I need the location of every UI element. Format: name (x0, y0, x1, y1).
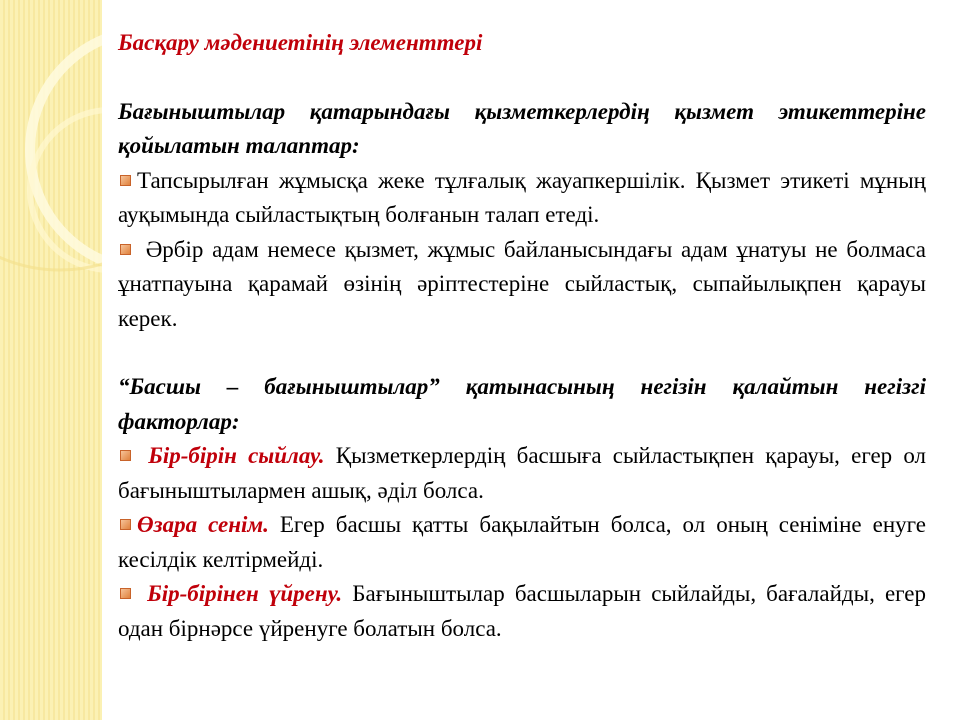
item-text: Тапсырылған жұмысқа жеке тұлғалық жауапкершілік. Қызмет этикеті мұның ауқымында сыйластықтың болғанын талап етеді. (118, 167, 926, 227)
item-highlight: Бір-бірін сыйлау. (148, 443, 325, 468)
list-item (118, 233, 926, 337)
square-bullet-icon (120, 519, 131, 530)
item-text: Бағыныштылар басшыларын сыйлайды, бағалайды, егер одан бірнәрсе үйренуге болатын болса. (118, 581, 926, 641)
spacer (118, 336, 926, 370)
section-heading-requirements: Бағыныштылар қатарындағы қызметкерлердің қызмет этикеттеріне қойылатын талаптар: (118, 98, 926, 158)
square-bullet-icon (120, 450, 131, 461)
section-heading-factors: “Басшы – бағыныштылар” қатынасының негізін қалайтын негізгі факторлар: (118, 374, 926, 434)
list-item (118, 577, 926, 646)
square-bullet-icon (120, 175, 131, 186)
item-text: Әрбір адам немесе қызмет, жұмыс байланысындағы адам ұнатуы не болмаса ұнатпауына қарамай өзінің әріптестеріне сыйластық, сыпайылықпен қарауы керек. (118, 236, 927, 331)
square-bullet-icon (120, 244, 131, 255)
item-highlight: Бір-бірінен үйрену. (147, 581, 343, 606)
item-text: Егер басшы қатты бақылайтын болса, ол оның сеніміне енуге кесілдік келтірмейді. (118, 512, 926, 572)
decorative-rings (0, 0, 102, 720)
list-item (118, 164, 926, 233)
list-item (118, 508, 926, 577)
slide-content (118, 26, 926, 646)
slide-title: Басқару мәдениетінің элементтері (118, 30, 483, 55)
square-bullet-icon (120, 588, 131, 599)
item-text: Қызметкерлердің басшыға сыйластықпен қарауы, егер ол бағыныштылармен ашық, әділ болса. (118, 443, 927, 503)
list-item (118, 439, 926, 508)
item-highlight: Өзара сенім. (137, 512, 269, 537)
decorative-sidebar (0, 0, 102, 720)
